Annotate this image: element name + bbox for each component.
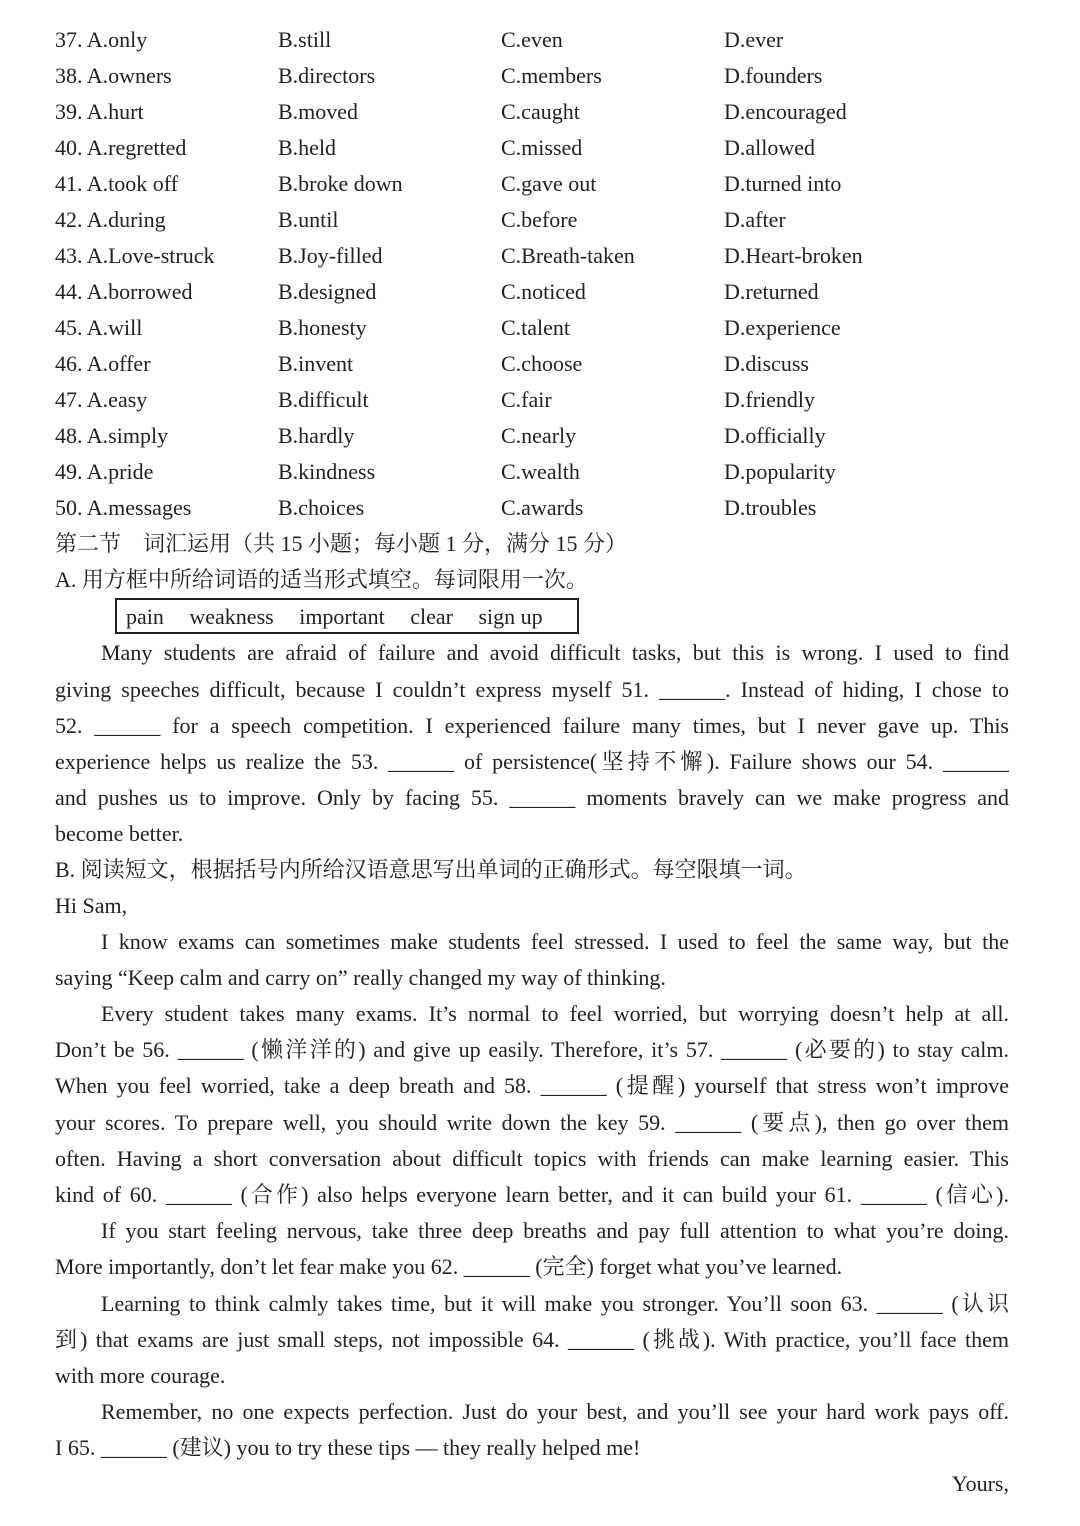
option-c: C.before [501,207,578,232]
option-c: C.members [501,63,602,88]
letter-closing: Yours, [951,1471,1009,1496]
option-b: B.choices [278,495,365,520]
option-c: C.choose [501,351,583,376]
option-d: D.encouraged [724,99,847,124]
option-a: 48. A.simply [55,423,169,448]
word-box [115,598,579,634]
passage-b-line: Learning to think calmly takes time, but it will make you stronger. You’ll soon 63. ______ (认识 [101,1291,1009,1316]
option-a: 44. A.borrowed [55,279,193,304]
option-b: B.directors [278,63,376,88]
option-b: B.held [278,135,337,160]
word-box-item: pain [126,604,164,629]
option-b: B.still [278,27,332,52]
passage-a-line: and pushes us to improve. Only by facing 55. ______ moments bravely can we make progress and [55,785,1009,810]
passage-a-line: experience helps us realize the 53. ______ of persistence(坚持不懈). Failure shows our 54. ______ [55,749,1009,774]
passage-b-line: Every student takes many exams. It’s normal to feel worried, but worrying doesn’t help at all. [101,1001,1009,1026]
letter-greeting: Hi Sam, [55,893,128,918]
option-a: 43. A.Love-struck [55,243,215,268]
option-row-43 [0,238,1080,274]
option-c: C.talent [501,315,571,340]
option-row-40 [0,130,1080,166]
option-row-45 [0,310,1080,346]
option-c: C.even [501,27,563,52]
option-d: D.after [724,207,786,232]
passage-b-line: I know exams can sometimes make students feel stressed. I used to feel the same way, but the [101,929,1009,954]
option-b: B.until [278,207,339,232]
option-d: D.officially [724,423,826,448]
passage-b-line: with more courage. [55,1363,226,1388]
passage-a-line: Many students are afraid of failure and avoid difficult tasks, but this is wrong. I used to find [101,640,1009,665]
option-b: B.designed [278,279,377,304]
option-b: B.invent [278,351,354,376]
option-a: 47. A.easy [55,387,148,412]
passage-b-line: often. Having a short conversation about difficult topics with friends can make learning easier. This [55,1146,1009,1171]
part-a-instruction: A. 用方框中所给词语的适当形式填空。每词限用一次。 [55,567,588,592]
option-d: D.turned into [724,171,842,196]
option-row-44 [0,274,1080,310]
word-box-item: weakness [189,604,274,629]
option-d: D.friendly [724,387,816,412]
word-box-item: clear [410,604,453,629]
option-row-39 [0,94,1080,130]
passage-b-line: your scores. To prepare well, you should write down the key 59. ______ (要点), then go over them [55,1110,1009,1135]
option-a: 40. A.regretted [55,135,187,160]
option-d: D.discuss [724,351,809,376]
passage-a-line: become better. [55,821,184,846]
option-row-47 [0,382,1080,418]
option-row-41 [0,166,1080,202]
option-a: 39. A.hurt [55,99,144,124]
option-b: B.honesty [278,315,367,340]
option-b: B.Joy-filled [278,243,383,268]
word-box-item: sign up [478,604,543,629]
option-a: 49. A.pride [55,459,154,484]
passage-b-line: 到) that exams are just small steps, not impossible 64. ______ (挑战). With practice, you’ll face them [55,1327,1009,1352]
option-a: 38. A.owners [55,63,172,88]
option-b: B.difficult [278,387,369,412]
option-c: C.gave out [501,171,597,196]
option-c: C.wealth [501,459,580,484]
option-a: 41. A.took off [55,171,179,196]
passage-b-line: I 65. ______ (建议) you to try these tips — they really helped me! [55,1435,641,1460]
part-b-instruction: B. 阅读短文，根据括号内所给汉语意思写出单词的正确形式。每空限填一词。 [55,857,807,882]
option-a: 50. A.messages [55,495,192,520]
option-row-48 [0,418,1080,454]
option-a: 46. A.offer [55,351,151,376]
option-row-50 [0,490,1080,526]
option-b: B.kindness [278,459,376,484]
option-c: C.missed [501,135,583,160]
word-box-item: important [299,604,385,629]
section-title: 第二节 词汇运用（共 15 小题；每小题 1 分，满分 15 分） [55,531,628,556]
option-row-42 [0,202,1080,238]
option-c: C.fair [501,387,552,412]
option-b: B.moved [278,99,359,124]
option-c: C.caught [501,99,580,124]
passage-a-line: 52. ______ for a speech competition. I experienced failure many times, but I never gave up. This [55,713,1009,738]
option-d: D.ever [724,27,784,52]
passage-b-line: If you start feeling nervous, take three deep breaths and pay full attention to what you’re doing. [101,1218,1009,1243]
passage-b-line: saying “Keep calm and carry on” really changed my way of thinking. [55,965,666,990]
passage-b-line: Remember, no one expects perfection. Just do your best, and you’ll see your hard work pays off. [101,1399,1009,1424]
option-a: 42. A.during [55,207,166,232]
option-d: D.experience [724,315,841,340]
passage-a-line: giving speeches difficult, because I couldn’t express myself 51. ______. Instead of hiding, I chose to [55,677,1009,702]
option-b: B.hardly [278,423,355,448]
passage-b-line: When you feel worried, take a deep breath and 58. ______ (提醒) yourself that stress won’t improve [55,1073,1009,1098]
option-b: B.broke down [278,171,403,196]
option-c: C.nearly [501,423,577,448]
option-c: C.awards [501,495,584,520]
option-d: D.popularity [724,459,836,484]
option-d: D.returned [724,279,819,304]
passage-b-line: Don’t be 56. ______ (懒洋洋的) and give up easily. Therefore, it’s 57. ______ (必要的) to stay calm. [55,1037,1009,1062]
option-c: C.noticed [501,279,586,304]
option-row-46 [0,346,1080,382]
option-a: 45. A.will [55,315,143,340]
option-row-37 [0,22,1080,58]
passage-b-line: kind of 60. ______ (合作) also helps everyone learn better, and it can build your 61. ______ (信心). [55,1182,1009,1207]
option-d: D.allowed [724,135,816,160]
option-d: D.troubles [724,495,817,520]
option-c: C.Breath-taken [501,243,635,268]
passage-b-line: More importantly, don’t let fear make you 62. ______ (完全) forget what you’ve learned. [55,1254,843,1279]
option-row-38 [0,58,1080,94]
option-a: 37. A.only [55,27,148,52]
option-d: D.Heart-broken [724,243,863,268]
option-row-49 [0,454,1080,490]
option-d: D.founders [724,63,823,88]
